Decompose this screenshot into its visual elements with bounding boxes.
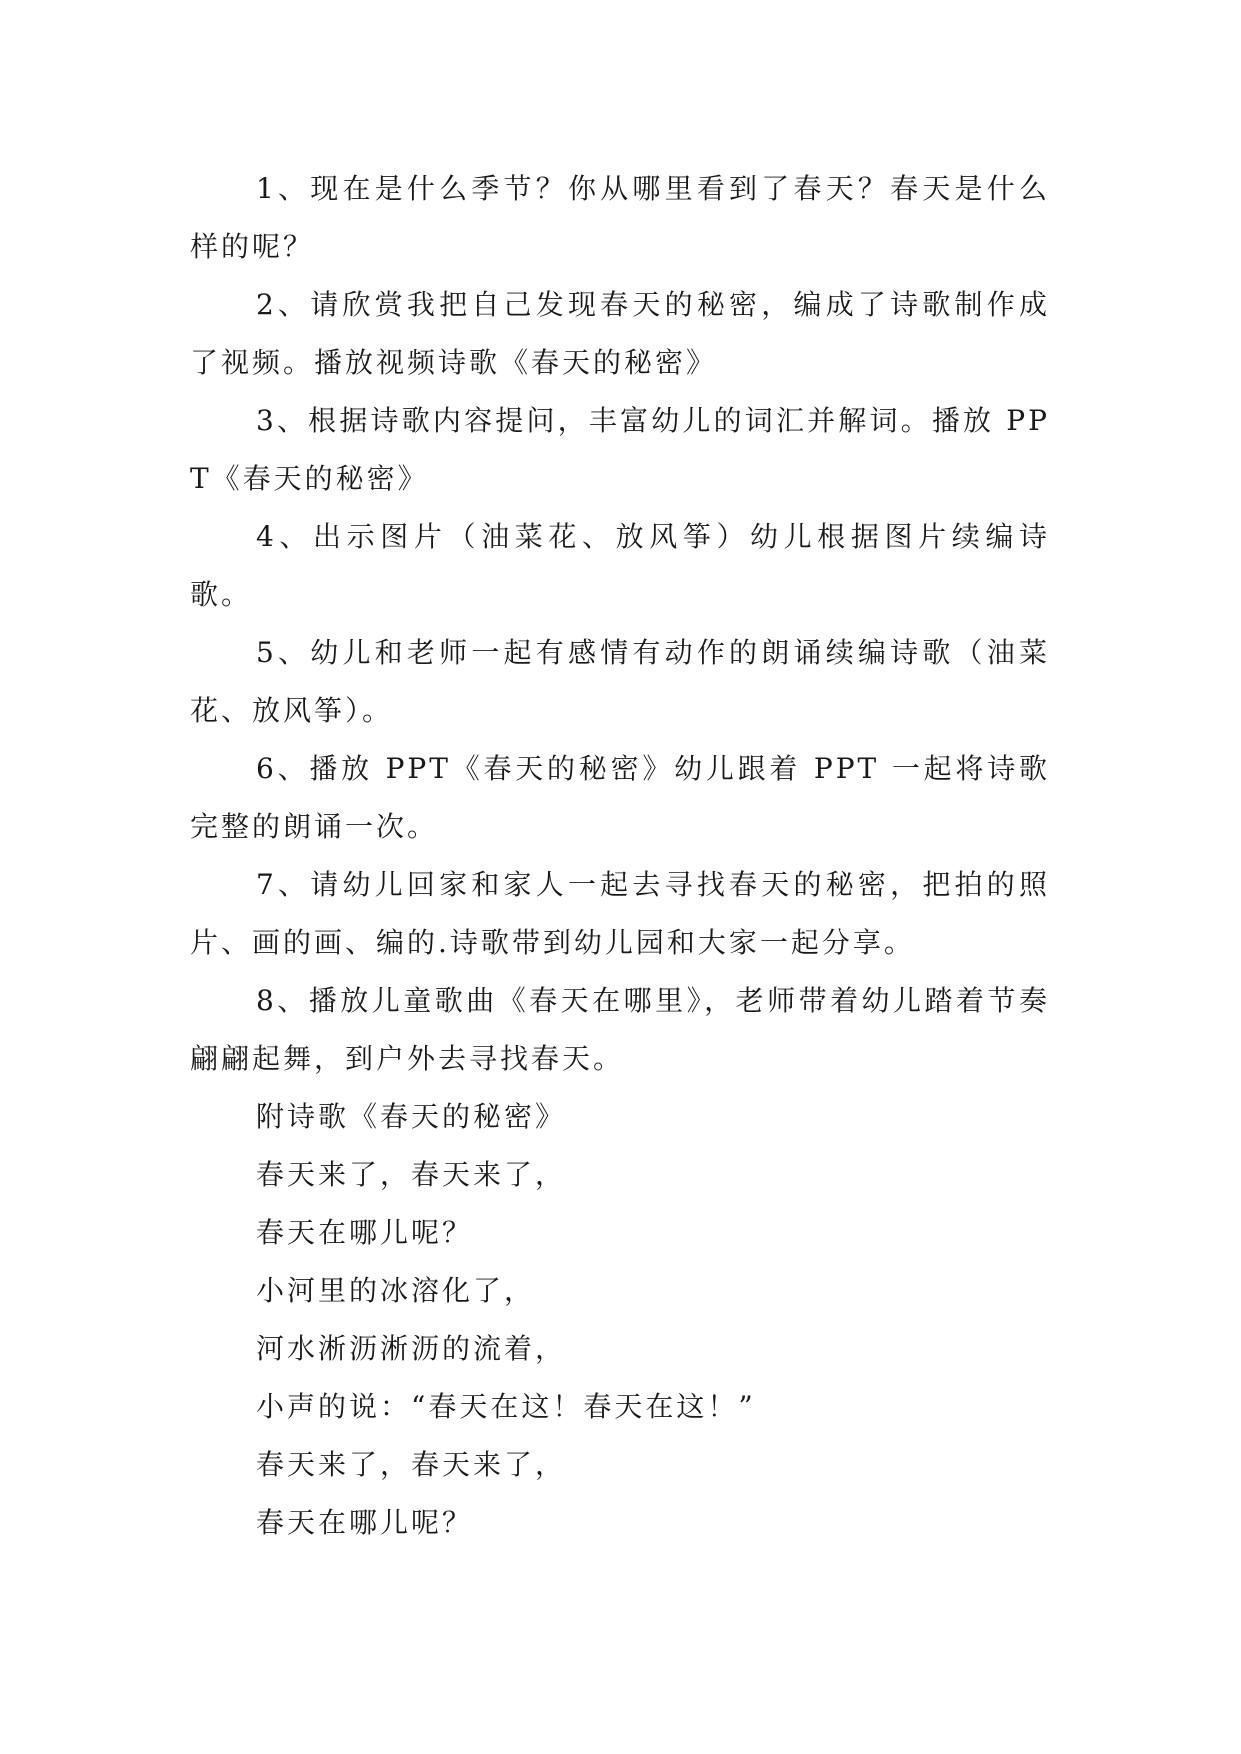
step-paragraph-6: 6、播放 PPT《春天的秘密》幼儿跟着 PPT 一起将诗歌完整的朗诵一次。 [190,752,1050,843]
step-paragraph-7: 7、请幼儿回家和家人一起去寻找春天的秘密，把拍的照片、画的画、编的.诗歌带到幼儿园和大家一起分享。 [190,868,1050,959]
poem-line: 小声的说：“春天在这！春天在这！” [256,1390,756,1423]
step-paragraph-4: 4、出示图片（油菜花、放风筝）幼儿根据图片续编诗歌。 [190,520,1050,611]
document-page [190,160,1050,1552]
step-paragraph-1: 1、现在是什么季节？你从哪里看到了春天？春天是什么样的呢？ [190,172,1050,263]
step-paragraph-8: 8、播放儿童歌曲《春天在哪里》，老师带着幼儿踏着节奏翩翩起舞，到户外去寻找春天。 [190,984,1050,1075]
poem-line: 春天在哪儿呢？ [256,1216,474,1249]
step-paragraph-3: 3、根据诗歌内容提问，丰富幼儿的词汇并解词。播放 PPT《春天的秘密》 [190,404,1050,495]
step-paragraph-2: 2、请欣赏我把自己发现春天的秘密，编成了诗歌制作成了视频。播放视频诗歌《春天的秘密》 [190,288,1050,379]
poem-block [190,1088,1050,1552]
poem-line: 春天来了，春天来了， [256,1158,567,1191]
poem-line: 小河里的冰溶化了， [256,1274,536,1307]
step-paragraph-5: 5、幼儿和老师一起有感情有动作的朗诵续编诗歌（油菜花、放风筝）。 [190,636,1050,727]
poem-line: 春天在哪儿呢？ [256,1506,474,1539]
poem-heading: 附诗歌《春天的秘密》 [256,1100,567,1133]
poem-line: 春天来了，春天来了， [256,1448,567,1481]
poem-line: 河水淅沥淅沥的流着， [256,1332,567,1365]
